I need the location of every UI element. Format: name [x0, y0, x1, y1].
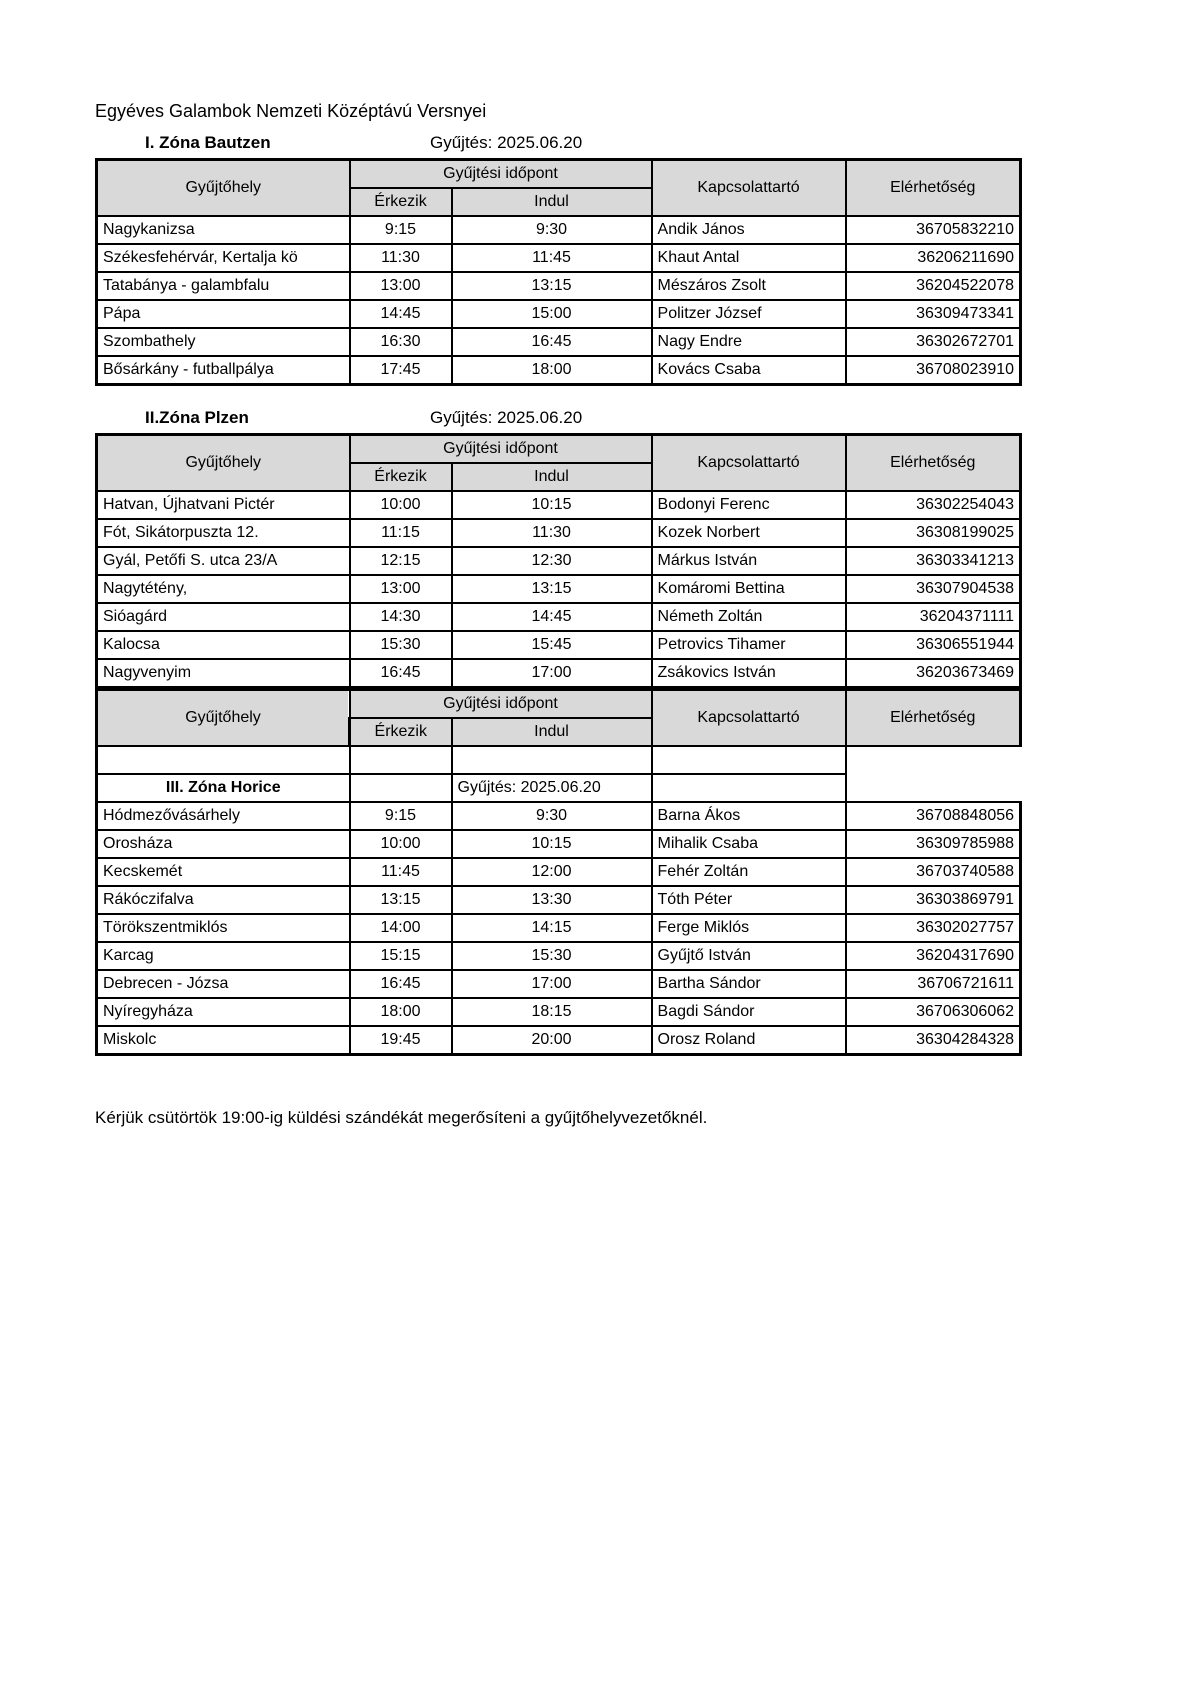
- place-cell: Orosháza: [97, 830, 350, 858]
- depart-time-cell: 10:15: [452, 491, 652, 519]
- place-cell: Tatabánya - galambfalu: [97, 272, 350, 300]
- phone-cell: 36203673469: [846, 659, 1021, 688]
- zone3-collection-date: Gyűjtés: 2025.06.20: [452, 774, 652, 802]
- contact-cell: Mészáros Zsolt: [652, 272, 846, 300]
- place-column-header: Gyűjtőhely: [97, 160, 350, 217]
- table-row: [97, 998, 1021, 1026]
- arrive-time-cell: 16:30: [350, 328, 452, 356]
- place-cell: Nagykanizsa: [97, 216, 350, 244]
- phone-cell: 36708023910: [846, 356, 1021, 385]
- time-group-header: Gyűjtési időpont: [350, 435, 652, 464]
- place-column-header: Gyűjtőhely: [97, 690, 350, 746]
- depart-column-header: Indul: [452, 463, 652, 491]
- empty-cell: [652, 746, 846, 774]
- phone-cell: 36303341213: [846, 547, 1021, 575]
- spacer-row: [97, 746, 1021, 774]
- contact-cell: Nagy Endre: [652, 328, 846, 356]
- arrive-time-cell: 16:45: [350, 659, 452, 688]
- table-row: [97, 300, 1021, 328]
- arrive-time-cell: 11:30: [350, 244, 452, 272]
- contact-cell: Tóth Péter: [652, 886, 846, 914]
- phone-cell: 36204317690: [846, 942, 1021, 970]
- contact-cell: Komáromi Bettina: [652, 575, 846, 603]
- depart-time-cell: 14:15: [452, 914, 652, 942]
- depart-time-cell: 13:30: [452, 886, 652, 914]
- document-title: Egyéves Galambok Nemzeti Középtávú Versnyei: [95, 101, 487, 121]
- phone-cell: 36304284328: [846, 1026, 1021, 1055]
- table-row: [97, 547, 1021, 575]
- contact-column-header: Kapcsolattartó: [652, 690, 846, 746]
- zone1-header: [95, 131, 1019, 156]
- contact-cell: Petrovics Tihamer: [652, 631, 846, 659]
- table-row: [97, 491, 1021, 519]
- arrive-time-cell: 13:00: [350, 272, 452, 300]
- phone-cell: 36204522078: [846, 272, 1021, 300]
- empty-cell: [452, 746, 652, 774]
- place-cell: Kalocsa: [97, 631, 350, 659]
- arrive-column-header: Érkezik: [350, 718, 452, 746]
- contact-cell: Bagdi Sándor: [652, 998, 846, 1026]
- place-cell: Nagytétény,: [97, 575, 350, 603]
- table-row: [97, 328, 1021, 356]
- depart-time-cell: 10:15: [452, 830, 652, 858]
- empty-cell: [350, 774, 452, 802]
- place-cell: Kecskemét: [97, 858, 350, 886]
- place-cell: Nyíregyháza: [97, 998, 350, 1026]
- contact-cell: Németh Zoltán: [652, 603, 846, 631]
- empty-cell: [350, 746, 452, 774]
- arrive-time-cell: 14:30: [350, 603, 452, 631]
- phone-cell: 36307904538: [846, 575, 1021, 603]
- table-row: [97, 244, 1021, 272]
- place-cell: Karcag: [97, 942, 350, 970]
- phone-column-header: Elérhetőség: [846, 435, 1021, 492]
- depart-time-cell: 12:30: [452, 547, 652, 575]
- zone3-title: III. Zóna Horice: [97, 774, 350, 802]
- contact-column-header: Kapcsolattartó: [652, 160, 846, 217]
- place-cell: Pápa: [97, 300, 350, 328]
- phone-cell: 36309473341: [846, 300, 1021, 328]
- contact-cell: Márkus István: [652, 547, 846, 575]
- arrive-column-header: Érkezik: [350, 463, 452, 491]
- arrive-time-cell: 9:15: [350, 802, 452, 830]
- place-cell: Hatvan, Újhatvani Pictér: [97, 491, 350, 519]
- place-cell: Sióagárd: [97, 603, 350, 631]
- contact-cell: Khaut Antal: [652, 244, 846, 272]
- phone-cell: 36706306062: [846, 998, 1021, 1026]
- arrive-time-cell: 16:45: [350, 970, 452, 998]
- empty-cell: [97, 746, 350, 774]
- time-group-header: Gyűjtési időpont: [350, 690, 652, 718]
- depart-time-cell: 16:45: [452, 328, 652, 356]
- contact-cell: Bodonyi Ferenc: [652, 491, 846, 519]
- table-row: [97, 659, 1021, 688]
- arrive-time-cell: 14:00: [350, 914, 452, 942]
- table-row: [97, 802, 1021, 830]
- table-row: [97, 914, 1021, 942]
- empty-cell: [652, 774, 846, 802]
- depart-time-cell: 14:45: [452, 603, 652, 631]
- contact-cell: Politzer József: [652, 300, 846, 328]
- zone1-table: [95, 158, 1022, 386]
- zone2-header: [95, 406, 1019, 431]
- contact-column-header: Kapcsolattartó: [652, 435, 846, 492]
- contact-cell: Andik János: [652, 216, 846, 244]
- place-cell: Hódmezővásárhely: [97, 802, 350, 830]
- place-cell: Székesfehérvár, Kertalja kö: [97, 244, 350, 272]
- arrive-time-cell: 15:15: [350, 942, 452, 970]
- arrive-time-cell: 10:00: [350, 830, 452, 858]
- contact-cell: Mihalik Csaba: [652, 830, 846, 858]
- document-content: [95, 100, 1019, 1145]
- place-cell: Nagyvenyim: [97, 659, 350, 688]
- contact-cell: Ferge Miklós: [652, 914, 846, 942]
- arrive-time-cell: 9:15: [350, 216, 452, 244]
- contact-cell: Barna Ákos: [652, 802, 846, 830]
- depart-time-cell: 9:30: [452, 216, 652, 244]
- table-row: [97, 942, 1021, 970]
- depart-time-cell: 17:00: [452, 659, 652, 688]
- arrive-time-cell: 15:30: [350, 631, 452, 659]
- arrive-time-cell: 11:15: [350, 519, 452, 547]
- depart-time-cell: 11:30: [452, 519, 652, 547]
- place-cell: Miskolc: [97, 1026, 350, 1055]
- arrive-column-header: Érkezik: [350, 188, 452, 216]
- table-row: [97, 575, 1021, 603]
- phone-cell: 36302672701: [846, 328, 1021, 356]
- arrive-time-cell: 12:15: [350, 547, 452, 575]
- table-row: [97, 603, 1021, 631]
- contact-cell: Fehér Zoltán: [652, 858, 846, 886]
- table-row: [97, 830, 1021, 858]
- depart-time-cell: 9:30: [452, 802, 652, 830]
- arrive-time-cell: 11:45: [350, 858, 452, 886]
- phone-cell: 36706721611: [846, 970, 1021, 998]
- depart-time-cell: 20:00: [452, 1026, 652, 1055]
- depart-time-cell: 15:00: [452, 300, 652, 328]
- place-cell: Törökszentmiklós: [97, 914, 350, 942]
- empty-cell: [846, 774, 1021, 802]
- zone1-title: I. Zóna Bautzen: [145, 133, 271, 152]
- depart-time-cell: 18:00: [452, 356, 652, 385]
- arrive-time-cell: 14:45: [350, 300, 452, 328]
- place-cell: Bősárkány - futballpálya: [97, 356, 350, 385]
- zone2-collection-date: Gyűjtés: 2025.06.20: [430, 408, 583, 427]
- zone2-table: [95, 433, 1022, 689]
- contact-cell: Orosz Roland: [652, 1026, 846, 1055]
- phone-column-header: Elérhetőség: [846, 160, 1021, 217]
- arrive-time-cell: 19:45: [350, 1026, 452, 1055]
- place-cell: Szombathely: [97, 328, 350, 356]
- confirmation-note: Kérjük csütörtök 19:00-ig küldési szándékát megerősíteni a gyűjtőhelyvezetőknél.: [95, 1108, 708, 1127]
- arrive-time-cell: 17:45: [350, 356, 452, 385]
- place-cell: Debrecen - Józsa: [97, 970, 350, 998]
- table-row: [97, 356, 1021, 385]
- phone-cell: 36308199025: [846, 519, 1021, 547]
- table-row: [97, 519, 1021, 547]
- depart-time-cell: 12:00: [452, 858, 652, 886]
- phone-cell: 36705832210: [846, 216, 1021, 244]
- table-row: [97, 858, 1021, 886]
- table-row: [97, 272, 1021, 300]
- phone-cell: 36204371111: [846, 603, 1021, 631]
- time-group-header: Gyűjtési időpont: [350, 160, 652, 189]
- table-row: [97, 886, 1021, 914]
- arrive-time-cell: 10:00: [350, 491, 452, 519]
- contact-cell: Zsákovics István: [652, 659, 846, 688]
- depart-time-cell: 13:15: [452, 272, 652, 300]
- table-row: [97, 631, 1021, 659]
- place-cell: Gyál, Petőfi S. utca 23/A: [97, 547, 350, 575]
- arrive-time-cell: 13:00: [350, 575, 452, 603]
- depart-column-header: Indul: [452, 188, 652, 216]
- contact-cell: Bartha Sándor: [652, 970, 846, 998]
- header-row: [97, 160, 1021, 189]
- table-row: [97, 970, 1021, 998]
- phone-column-header: Elérhetőség: [846, 690, 1021, 746]
- place-cell: Fót, Sikátorpuszta 12.: [97, 519, 350, 547]
- place-cell: Rákóczifalva: [97, 886, 350, 914]
- phone-cell: 36708848056: [846, 802, 1021, 830]
- depart-time-cell: 17:00: [452, 970, 652, 998]
- contact-cell: Kozek Norbert: [652, 519, 846, 547]
- table-row: [97, 1026, 1021, 1055]
- phone-cell: 36303869791: [846, 886, 1021, 914]
- table-row: [97, 216, 1021, 244]
- depart-time-cell: 15:30: [452, 942, 652, 970]
- zone3-table: [95, 689, 1022, 1056]
- depart-time-cell: 13:15: [452, 575, 652, 603]
- header-row: [97, 435, 1021, 464]
- phone-cell: 36306551944: [846, 631, 1021, 659]
- place-column-header: Gyűjtőhely: [97, 435, 350, 492]
- header-row: [97, 690, 1021, 718]
- zone3-banner-row: [97, 774, 1021, 802]
- zone2-title: II.Zóna Plzen: [145, 408, 249, 427]
- depart-time-cell: 18:15: [452, 998, 652, 1026]
- phone-cell: 36309785988: [846, 830, 1021, 858]
- contact-cell: Kovács Csaba: [652, 356, 846, 385]
- arrive-time-cell: 18:00: [350, 998, 452, 1026]
- phone-cell: 36206211690: [846, 244, 1021, 272]
- zone1-collection-date: Gyűjtés: 2025.06.20: [430, 133, 583, 152]
- phone-cell: 36302027757: [846, 914, 1021, 942]
- empty-cell: [846, 746, 1021, 774]
- depart-time-cell: 15:45: [452, 631, 652, 659]
- arrive-time-cell: 13:15: [350, 886, 452, 914]
- depart-time-cell: 11:45: [452, 244, 652, 272]
- contact-cell: Gyűjtő István: [652, 942, 846, 970]
- depart-column-header: Indul: [452, 718, 652, 746]
- phone-cell: 36302254043: [846, 491, 1021, 519]
- phone-cell: 36703740588: [846, 858, 1021, 886]
